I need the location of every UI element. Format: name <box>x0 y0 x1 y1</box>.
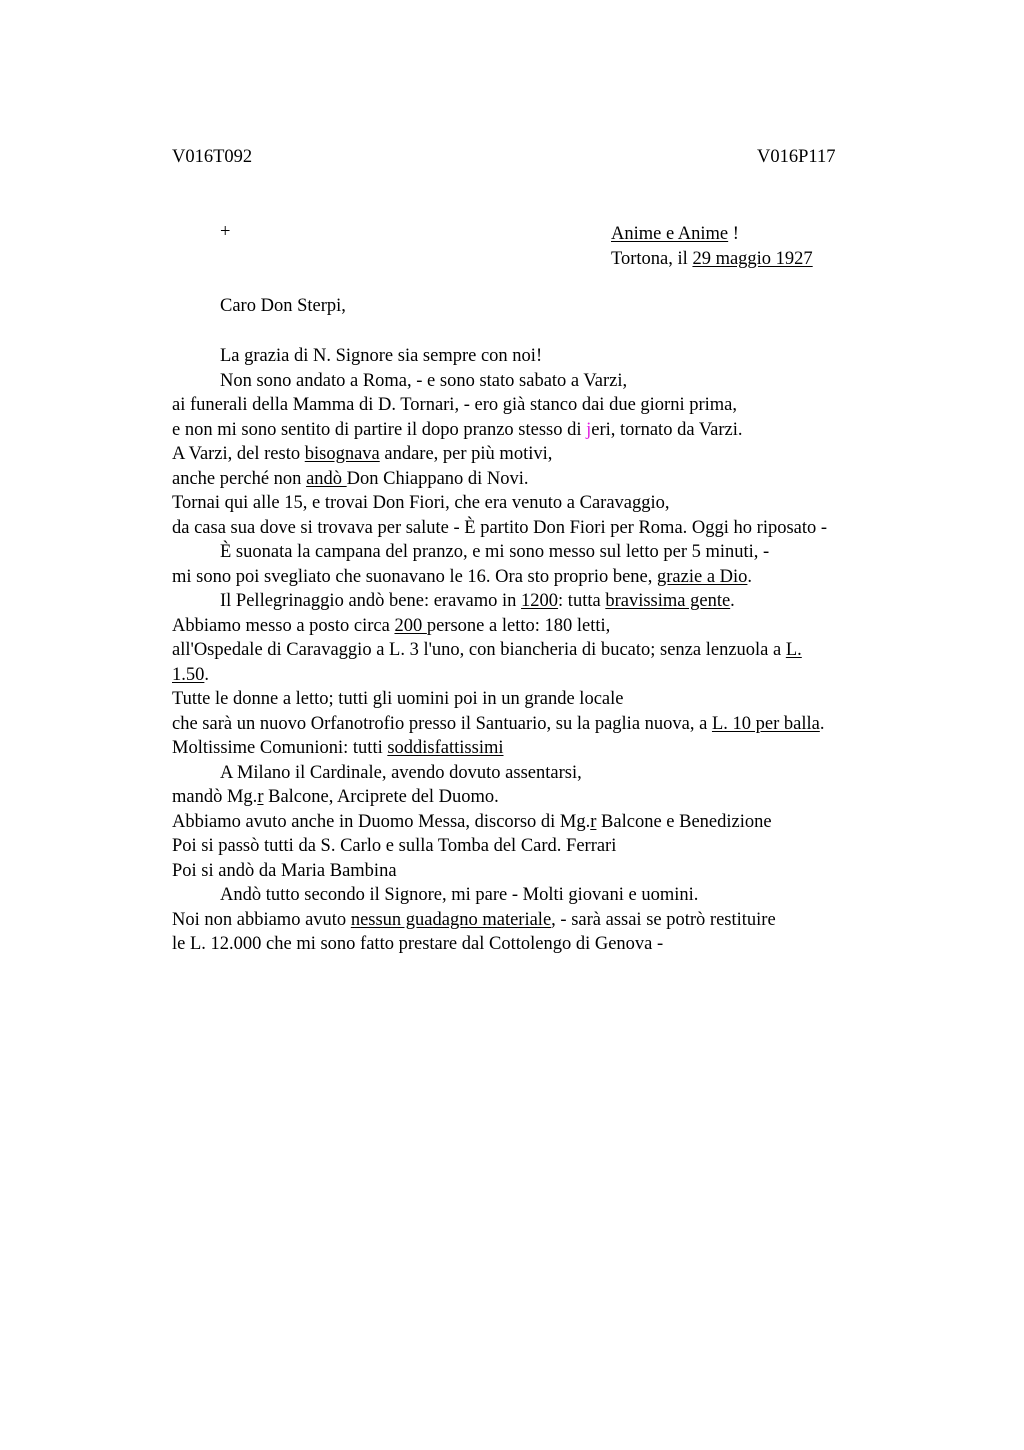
letter-title: Anime e Anime <box>611 224 729 244</box>
text-segment: : tutta <box>558 591 606 611</box>
body-line: Tornai qui alle 15, e trovai Don Fiori, che era venuto a Caravaggio, <box>172 493 670 513</box>
body-line <box>172 712 912 737</box>
text-segment: Don Chiappano di Novi. <box>346 468 529 489</box>
text-segment: , - sarà assai se potrò restituire <box>551 909 776 930</box>
highlighted-letter: j <box>586 419 592 440</box>
letter-place-date <box>611 247 813 272</box>
body-line <box>172 736 912 761</box>
text-segment: mi sono poi svegliato che suonavano le 16. Ora sto proprio bene, <box>172 566 658 587</box>
body-line: Non sono andato a Roma, - e sono stato sabato a Varzi, <box>220 370 628 391</box>
underlined-text: bisognava <box>304 444 380 464</box>
body-line: Poi si andò da Maria Bambina <box>172 860 397 881</box>
body-line <box>172 442 912 467</box>
body-line <box>172 614 912 639</box>
letter-title-line <box>611 222 813 247</box>
underlined-text: soddisfattissimi <box>387 738 504 758</box>
text-segment: Moltissime Comunioni: tutti <box>172 738 388 758</box>
underlined-text: andò <box>306 468 347 489</box>
text-segment: Balcone e Benedizione <box>596 811 772 832</box>
text-segment: Abbiamo messo a posto circa <box>172 615 395 636</box>
body-line: La grazia di N. Signore sia sempre con noi! <box>220 346 543 366</box>
body-line <box>172 785 912 810</box>
text-segment: Il Pellegrinaggio andò bene: eravamo in <box>220 591 522 611</box>
text-segment: che sarà un nuovo Orfanotrofio presso il Santuario, su la paglia nuova, a <box>172 713 712 734</box>
text-segment: persone a letto: 180 letti, <box>426 615 611 636</box>
text-segment: eri, tornato da Varzi. <box>591 419 743 440</box>
body-line: le L. 12.000 che mi sono fatto prestare dal Cottolengo di Genova - <box>172 934 664 954</box>
letter-date: 29 maggio 1927 <box>692 248 813 269</box>
body-line <box>172 589 912 614</box>
text-segment: Balcone, Arciprete del Duomo. <box>263 787 499 807</box>
text-segment: . <box>204 664 209 685</box>
letter-place: Tortona, il <box>611 248 693 269</box>
letter-heading <box>611 222 813 271</box>
body-line <box>172 663 912 688</box>
underlined-text: 1.50 <box>172 664 205 685</box>
text-segment: Abbiamo avuto anche in Duomo Messa, discorso di Mg. <box>172 811 591 832</box>
text-segment: andare, per più motivi, <box>379 444 553 464</box>
body-line <box>172 810 912 835</box>
underlined-text: r <box>590 811 597 832</box>
body-line: ai funerali della Mamma di D. Tornari, - ero già stanco dai due giorni prima, <box>172 395 737 415</box>
body-line <box>172 908 912 933</box>
text-segment: . <box>747 566 753 587</box>
underlined-text: 1200 <box>521 591 559 611</box>
document-code-right: V016P117 <box>757 147 836 167</box>
underlined-text: bravissima gente <box>605 591 731 611</box>
text-segment: all'Ospedale di Caravaggio a L. 3 l'uno, con biancheria di bucato; senza lenzuola a <box>172 640 786 660</box>
text-segment: A Varzi, del resto <box>172 444 305 464</box>
letter-body <box>172 344 912 957</box>
body-line: A Milano il Cardinale, avendo dovuto assentarsi, <box>220 762 582 783</box>
body-line <box>172 565 912 590</box>
text-segment: . <box>730 591 735 611</box>
text-segment: anche perché non <box>172 468 307 489</box>
salutation: Caro Don Sterpi, <box>220 296 346 316</box>
body-line: Tutte le donne a letto; tutti gli uomini poi in un grande locale <box>172 689 624 709</box>
body-line <box>172 638 912 663</box>
underlined-text: grazie a Dio <box>657 566 748 587</box>
underlined-text: r <box>257 787 264 807</box>
text-segment: Noi non abbiamo avuto <box>172 909 351 930</box>
underlined-text: L. 10 per balla <box>711 713 820 734</box>
letter-title-suffix: ! <box>728 224 739 244</box>
underlined-text: 200 <box>394 615 427 636</box>
body-line <box>172 418 912 443</box>
text-segment: mandò Mg. <box>172 787 258 807</box>
underlined-text: nessun guadagno materiale <box>350 909 552 930</box>
body-line <box>172 467 912 492</box>
body-line: Poi si passò tutti da S. Carlo e sulla Tomba del Card. Ferrari <box>172 836 617 856</box>
body-line: da casa sua dove si trovava per salute - È partito Don Fiori per Roma. Oggi ho riposato - <box>172 517 828 538</box>
body-line: È suonata la campana del pranzo, e mi sono messo sul letto per 5 minuti, - <box>220 542 770 562</box>
text-segment: . <box>819 713 825 734</box>
document-code-left: V016T092 <box>172 147 253 167</box>
text-segment: e non mi sono sentito di partire il dopo pranzo stesso di <box>172 419 587 440</box>
cross-mark: + <box>220 222 231 242</box>
body-line: Andò tutto secondo il Signore, mi pare - Molti giovani e uomini. <box>220 885 699 905</box>
underlined-text: L. <box>785 640 802 660</box>
